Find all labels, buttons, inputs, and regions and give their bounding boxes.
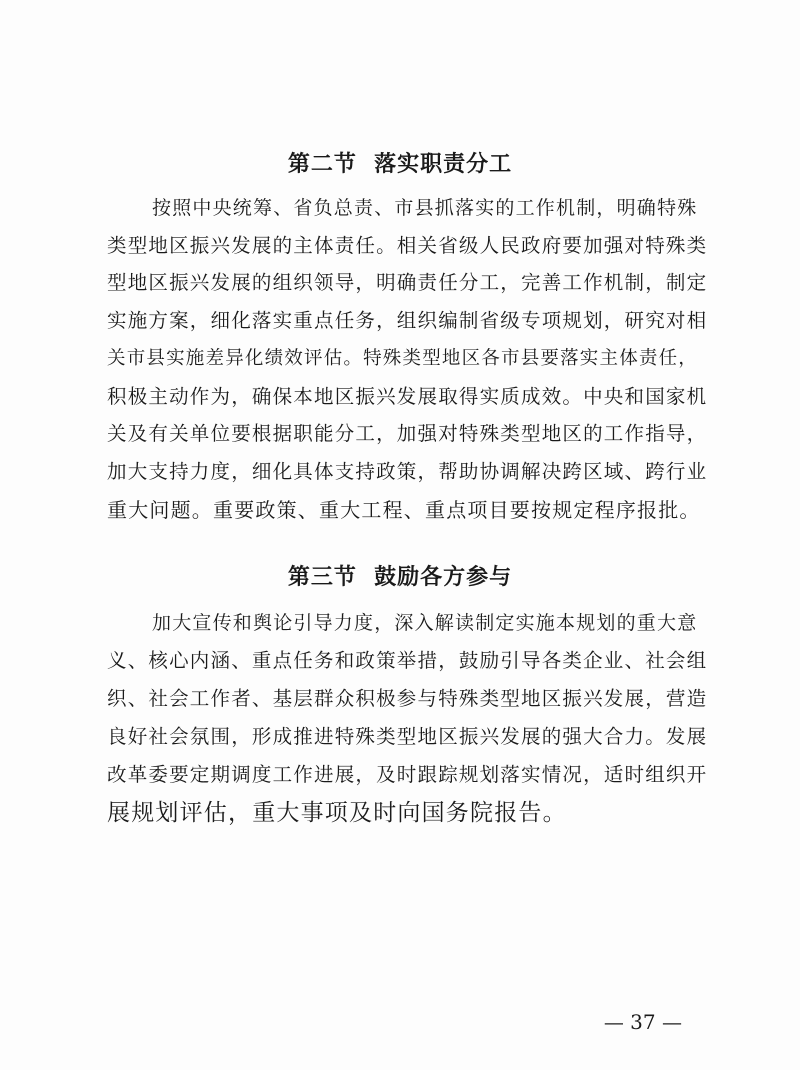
paragraph-line: 加大支持力度，细化具体支持政策，帮助协调解决跨区域、跨行业: [107, 460, 708, 483]
paragraph-line: 按照中央统筹、省负总责、市县抓落实的工作机制，明确特殊: [152, 197, 698, 219]
paragraph-line: 改革委要定期调度工作进展，及时跟踪规划落实情况，适时组织开: [107, 763, 708, 786]
paragraph-line: 义、核心内涵、重点任务和政策举措，鼓励引导各类企业、社会组: [107, 649, 708, 672]
paragraph-line: 展规划评估，重大事项及时向国务院报告。: [107, 800, 567, 826]
section-heading-3: 第三节 鼓励各方参与: [287, 564, 513, 590]
paragraph-line: 织、社会工作者、基层群众积极参与特殊类型地区振兴发展，营造: [107, 687, 708, 710]
paragraph-line: 加大宣传和舆论引导力度，深入解读制定实施本规划的重大意: [152, 612, 698, 634]
paragraph-line: 重大问题。重要政策、重大工程、重点项目要按规定程序报批。: [107, 498, 701, 522]
paragraph-line: 实施方案，细化落实重点任务，组织编制省级专项规划，研究对相: [107, 309, 708, 332]
paragraph-line: 型地区振兴发展的组织领导，明确责任分工，完善工作机制，制定: [107, 271, 708, 294]
paragraph-line: 良好社会氛围，形成推进特殊类型地区振兴发展的强大合力。发展: [107, 725, 708, 748]
section-heading-2: 第二节 落实职责分工: [287, 151, 513, 177]
paragraph-line: 关及有关单位要根据职能分工，加强对特殊类型地区的工作指导，: [107, 422, 708, 445]
page-number: — 37 —: [603, 1010, 682, 1034]
paragraph-line: 关市县实施差异化绩效评估。特殊类型地区各市县要落实主体责任，: [107, 348, 699, 369]
paragraph-line: 积极主动作为，确保本地区振兴发展取得实质成效。中央和国家机: [107, 385, 708, 408]
paragraph-line: 类型地区振兴发展的主体责任。相关省级人民政府要加强对特殊类: [107, 234, 708, 257]
